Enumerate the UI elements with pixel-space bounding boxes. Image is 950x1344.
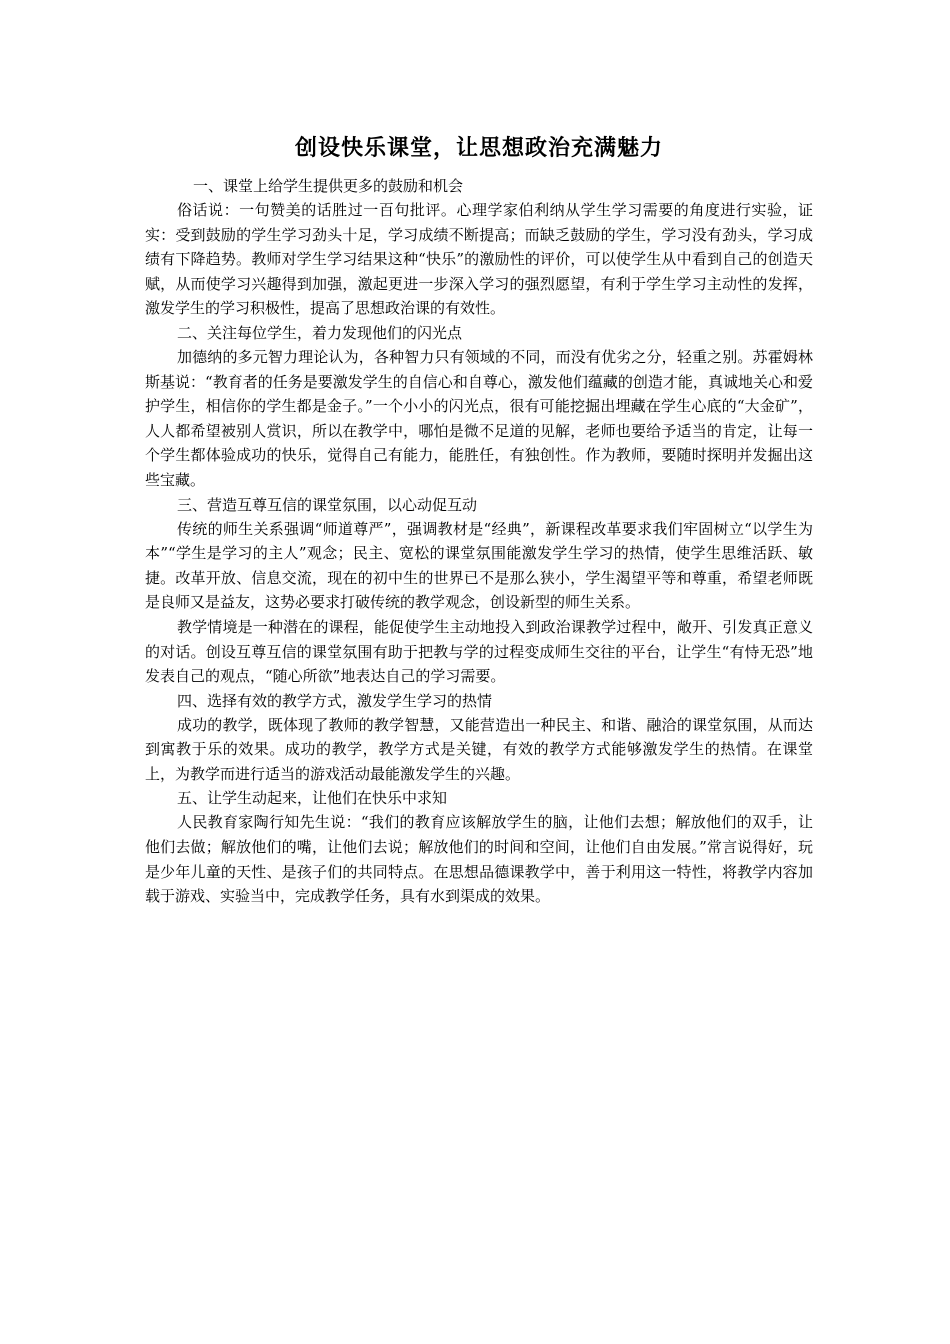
section-2-paragraph-1: 加德纳的多元智力理论认为，各种智力只有领域的不同，而没有优劣之分，轻重之别。苏霍姆林斯基说：“教育者的任务是要激发学生的自信心和自尊心，激发他们蕴藏的创造才能，真诚地关心和爱护学生，相信你的学生都是金子。”一个小小的闪光点，很有可能挖掘出埋藏在学生心底的“大金矿”，人人都希望被别人赏识，所以在教学中，哪怕是微不足道的见解，老师也要给予适当的肯定，让每一个学生都体验成功的快乐，觉得自己有能力，能胜任，有独创性。作为教师，要随时探明并发掘出这些宝藏。: [145, 347, 813, 489]
section-4-paragraph-1: 成功的教学，既体现了教师的教学智慧，又能营造出一种民主、和谐、融洽的课堂氛围，从而达到寓教于乐的效果。成功的教学，教学方式是关键，有效的教学方式能够激发学生的热情。在课堂上，为教学而进行适当的游戏活动最能激发学生的兴趣。: [145, 715, 813, 783]
section-heading-1: 一、课堂上给学生提供更多的鼓励和机会: [193, 177, 464, 195]
document-title: 创设快乐课堂，让思想政治充满魅力: [294, 136, 663, 161]
document-page: [145, 132, 813, 909]
section-5-paragraph-1: 人民教育家陶行知先生说：“我们的教育应该解放学生的脑，让他们去想；解放他们的双手，让他们去做；解放他们的嘴，让他们去说；解放他们的时间和空间，让他们自由发展。”常言说得好，玩是少年儿童的天性、是孩子们的共同特点。在思想品德课教学中，善于利用这一特性，将教学内容加载于游戏、实验当中，完成教学任务，具有水到渠成的效果。: [145, 813, 813, 906]
section-1-paragraph-1: 俗话说：一句赞美的话胜过一百句批评。心理学家伯利纳从学生学习需要的角度进行实验，证实：受到鼓励的学生学习劲头十足，学习成绩不断提高；而缺乏鼓励的学生，学习没有劲头，学习成绩有下降趋势。教师对学生学习结果这种“快乐”的激励性的评价，可以使学生从中看到自己的创造天赋，从而使学习兴趣得到加强，激起更进一步深入学习的强烈愿望，有利于学生学习主动性的发挥，激发学生的学习积极性，提高了思想政治课的有效性。: [145, 201, 813, 318]
section-3-paragraph-1: 传统的师生关系强调“师道尊严”，强调教材是“经典”，新课程改革要求我们牢固树立“以学生为本”“学生是学习的主人”观念；民主、宽松的课堂氛围能激发学生学习的热情，使学生思维活跃、敏捷。改革开放、信息交流，现在的初中生的世界已不是那么狭小，学生渴望平等和尊重，希望老师既是良师又是益友，这势必要求打破传统的教学观念，创设新型的师生关系。: [145, 519, 813, 612]
section-3-paragraph-2: 教学情境是一种潜在的课程，能促使学生主动地投入到政治课教学过程中，敞开、引发真正意义的对话。创设互尊互信的课堂氛围有助于把教与学的过程变成师生交往的平台，让学生“有恃无恐”地发表自己的观点，“随心所欲”地表达自己的学习需要。: [145, 617, 813, 686]
section-heading-2: 二、关注每位学生，着力发现他们的闪光点: [177, 323, 463, 342]
section-heading-3: 三、营造互尊互信的课堂氛围，以心动促互动: [177, 495, 478, 514]
section-heading-5: 五、让学生动起来，让他们在快乐中求知: [177, 789, 448, 808]
section-heading-4: 四、选择有效的教学方式，激发学生学习的热情: [177, 691, 493, 710]
